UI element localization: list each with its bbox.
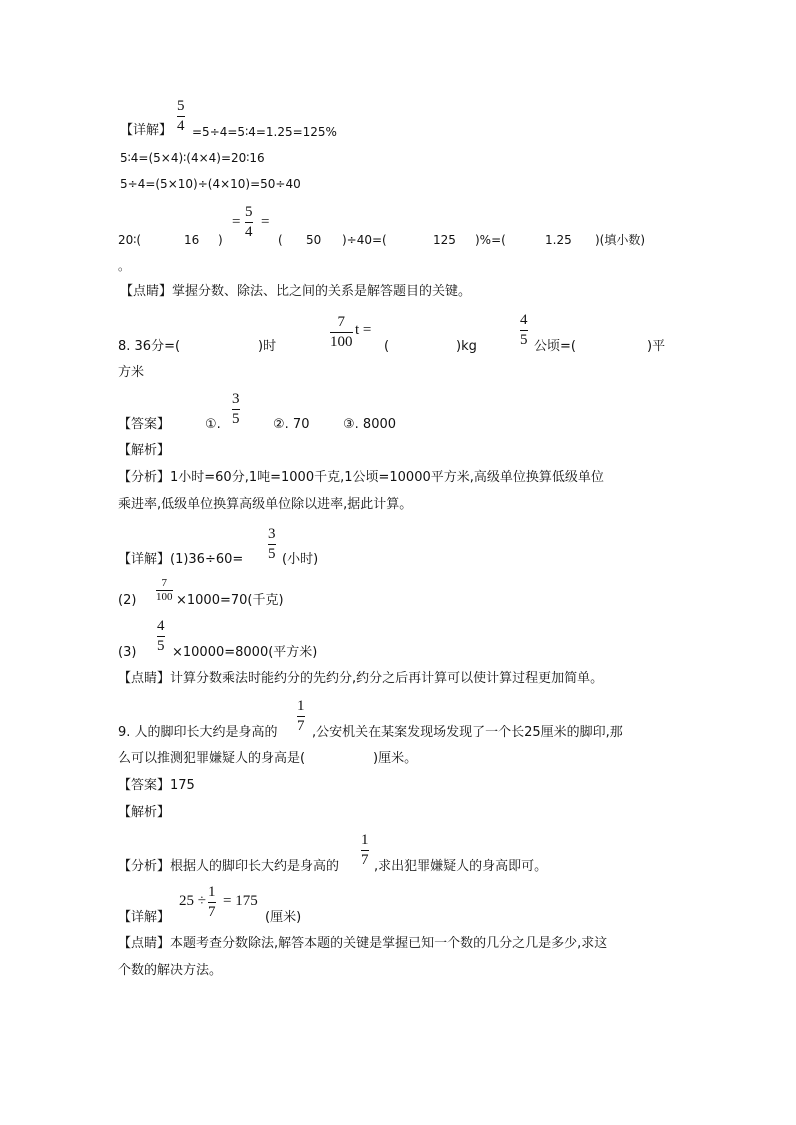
denominator: 4 [245, 224, 253, 240]
fraction-1-7-b [361, 832, 369, 869]
fraction-7-100-b [156, 578, 173, 603]
answer-125: 125 [433, 233, 456, 247]
denominator: 5 [232, 411, 240, 427]
tip-q7: 【点睛】掌握分数、除法、比之间的关系是解答题目的关键。 [120, 284, 472, 299]
fraction-1-7-c [208, 884, 216, 921]
calc-unit: (厘米) [265, 910, 302, 925]
denominator: 4 [177, 118, 185, 134]
q9-question-line-1a: 9. 人的脚印长大约是身高的 [118, 725, 278, 740]
equals-sign: = [232, 214, 241, 230]
denominator: 5 [268, 546, 276, 562]
kg-unit: )kg [456, 339, 477, 354]
detail-1: 【详解】(1)36÷60= [118, 552, 244, 567]
fraction-3-5 [232, 391, 240, 428]
answer-16: 16 [184, 233, 200, 247]
fraction-3-5-b [268, 526, 276, 563]
percent-part: )%=( [475, 233, 506, 247]
division-mid: )÷40=( [342, 233, 387, 247]
detail-2-result: ×1000=70(千克) [176, 593, 284, 608]
numerator: 7 [161, 577, 167, 589]
detail-3: (3) [118, 645, 137, 660]
answer: 【答案】175 [118, 778, 195, 793]
denominator: 5 [157, 638, 165, 654]
blank-line-start: 20∶( [118, 233, 142, 247]
analysis-label: 【解析】 [118, 443, 171, 458]
analysis-line-1: 【分析】1小时=60分,1吨=1000千克,1公顷=10000平方米,高级单位换算低级单位 [118, 470, 604, 485]
numerator: 3 [268, 526, 276, 542]
close-paren: ) [218, 233, 223, 247]
blank-open: ( [384, 339, 390, 354]
answer-50: 50 [306, 233, 322, 247]
tip-q8: 【点睛】计算分数乘法时能约分的先约分,约分之后再计算可以使计算过程更加简单。 [118, 671, 604, 686]
hectare-close: )平 [647, 339, 666, 354]
calc-result: = 175 [223, 893, 258, 909]
analysis-line-a: 【分析】根据人的脚印长大约是身高的 [118, 859, 340, 874]
denominator: 7 [361, 852, 369, 868]
detail-2: (2) [118, 593, 137, 608]
answer-label: 【答案】 [118, 417, 171, 432]
answer-3: ③. 8000 [343, 417, 397, 432]
denominator: 100 [156, 591, 173, 603]
ratio-line: 5∶4=(5×4)∶(4×4)=20∶16 [120, 151, 265, 165]
tip-q9-line-2: 个数的解决方法。 [118, 963, 223, 978]
answer-1-25: 1.25 [545, 233, 572, 247]
fraction-5-4 [177, 98, 185, 135]
numerator: 7 [337, 314, 345, 330]
analysis-line-2: 乘进率,低级单位换算高级单位除以进率,据此计算。 [118, 497, 413, 512]
fraction-5-4-b [245, 204, 253, 241]
numerator: 5 [245, 204, 253, 220]
q8-question-a: 8. 36分=( [118, 339, 181, 354]
sqm-tail: 方米 [118, 365, 145, 380]
q9-question-line-2: 么可以推测犯罪嫌疑人的身高是( [118, 751, 306, 766]
analysis-line-b: ,求出犯罪嫌疑人的身高即可。 [374, 859, 548, 874]
detail-label: 【详解】 [120, 123, 173, 138]
detail-equation: =5÷4=5∶4=1.25=125% [192, 125, 337, 139]
numerator: 1 [208, 884, 216, 900]
numerator: 5 [177, 98, 185, 114]
numerator: 1 [361, 832, 369, 848]
t-equals: t = [355, 322, 372, 338]
denominator: 100 [330, 334, 353, 350]
period: 。 [118, 259, 131, 273]
numerator: 4 [157, 618, 165, 634]
q9-question-line-1b: ,公安机关在某案发现场发现了一个长25厘米的脚印,那 [312, 725, 623, 740]
fraction-4-5 [520, 312, 528, 349]
denominator: 5 [520, 332, 528, 348]
fraction-1-7 [297, 698, 305, 735]
detail-1-unit: (小时) [282, 552, 319, 567]
answer-2: ②. 70 [273, 417, 310, 432]
calc-pre: 25 ÷ [179, 893, 206, 909]
denominator: 7 [208, 904, 216, 920]
analysis-label: 【解析】 [118, 805, 171, 820]
q9-question-end: )厘米。 [373, 751, 418, 766]
division-line: 5÷4=(5×10)÷(4×10)=50÷40 [120, 177, 301, 191]
detail-3-result: ×10000=8000(平方米) [172, 645, 318, 660]
fraction-7-100 [330, 314, 353, 351]
numerator: 1 [297, 698, 305, 714]
fraction-4-5-b [157, 618, 165, 655]
open-paren: ( [278, 233, 283, 247]
hectare-part: 公顷=( [534, 339, 576, 354]
tip-q9-line-1: 【点睛】本题考查分数除法,解答本题的关键是掌握已知一个数的几分之几是多少,求这 [118, 936, 608, 951]
detail-label: 【详解】 [118, 910, 171, 925]
numerator: 4 [520, 312, 528, 328]
answer-1: ①. [205, 417, 221, 432]
decimal-hint: )(填小数) [595, 233, 646, 247]
denominator: 7 [297, 718, 305, 734]
q8-question-a-close: )时 [258, 339, 277, 354]
numerator: 3 [232, 391, 240, 407]
equals-sign: = [261, 214, 270, 230]
